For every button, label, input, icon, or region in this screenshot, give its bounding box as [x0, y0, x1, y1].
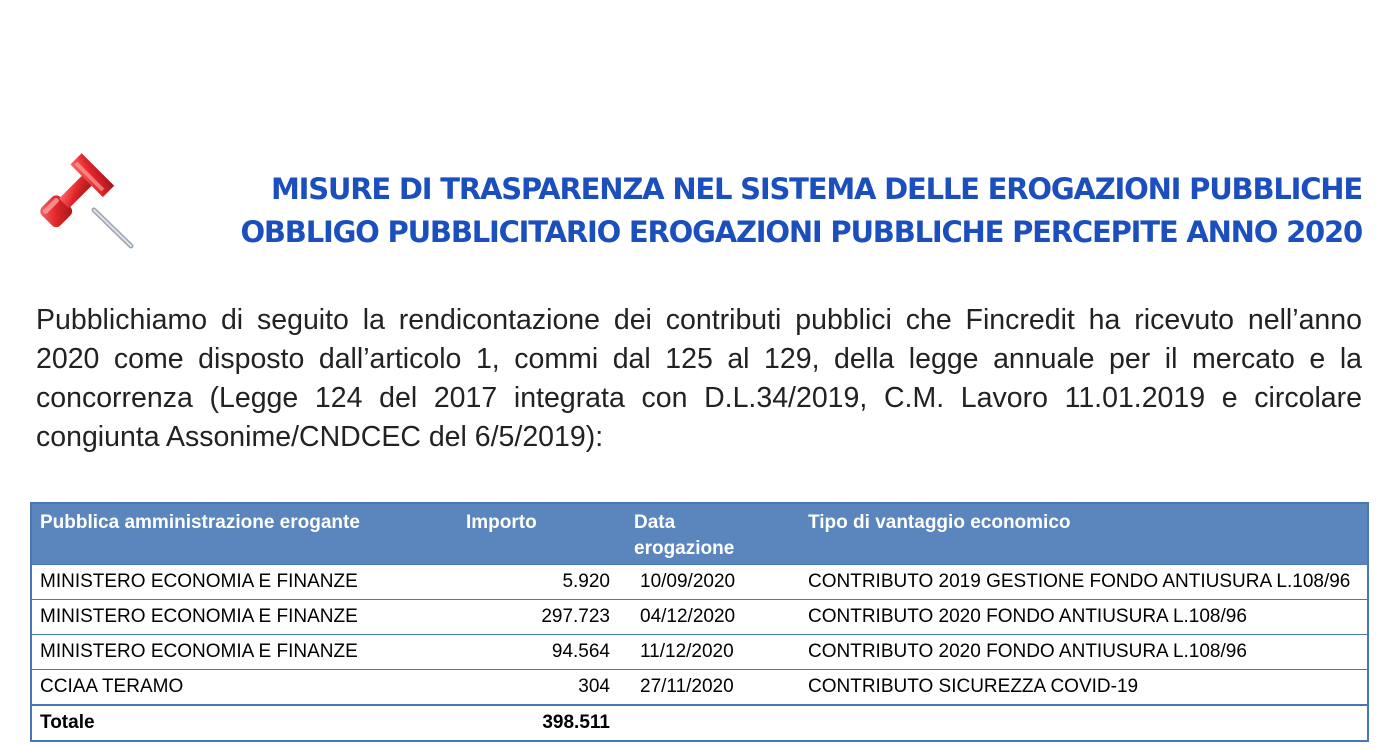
total-empty-tipo: [800, 705, 1368, 741]
total-empty-data: [626, 705, 800, 741]
header-data: [626, 503, 800, 565]
cell-ente: MINISTERO ECONOMIA E FINANZE: [31, 565, 458, 600]
total-row: [31, 705, 1368, 741]
cell-tipo: CONTRIBUTO 2019 GESTIONE FONDO ANTIUSURA L.108/96: [800, 565, 1368, 600]
cell-data: 04/12/2020: [626, 600, 800, 635]
table-row: [31, 670, 1368, 706]
cell-ente: MINISTERO ECONOMIA E FINANZE: [31, 600, 458, 635]
table-row: [31, 565, 1368, 600]
intro-paragraph: Pubblichiamo di seguito la rendicontazione dei contributi pubblici che Fincredit ha ricevuto nell’anno 2020 come disposto dall’articolo 1, commi dal 125 al 129, della legge annuale per il mercato e la concorrenza (Legge 124 del 2017 integrata con D.L.34/2019, C.M. Lavoro 11.01.2019 e circolare congiunta Assonime/CNDCEC del 6/5/2019):: [36, 304, 1362, 453]
header-data-line1: Data: [634, 512, 676, 533]
cell-tipo: CONTRIBUTO 2020 FONDO ANTIUSURA L.108/96: [800, 600, 1368, 635]
cell-importo: 304: [458, 670, 626, 706]
table-header-row: [31, 503, 1368, 565]
cell-ente: CCIAA TERAMO: [31, 670, 458, 706]
pushpin-icon: [14, 128, 144, 258]
grants-table: [30, 502, 1369, 742]
cell-tipo: CONTRIBUTO 2020 FONDO ANTIUSURA L.108/96: [800, 635, 1368, 670]
cell-importo: 94.564: [458, 635, 626, 670]
cell-data: 11/12/2020: [626, 635, 800, 670]
cell-ente: MINISTERO ECONOMIA E FINANZE: [31, 635, 458, 670]
title-line-1: MISURE DI TRASPARENZA NEL SISTEMA DELLE EROGAZIONI PUBBLICHE: [270, 172, 1362, 206]
header-tipo: Tipo di vantaggio economico: [800, 503, 1368, 565]
page-title: [150, 168, 1362, 254]
total-importo: 398.511: [458, 705, 626, 741]
table-row: [31, 635, 1368, 670]
cell-importo: 297.723: [458, 600, 626, 635]
total-label: Totale: [31, 705, 458, 741]
table-row: [31, 600, 1368, 635]
cell-tipo: CONTRIBUTO SICUREZZA COVID-19: [800, 670, 1368, 706]
header-importo: Importo: [458, 503, 626, 565]
cell-data: 10/09/2020: [626, 565, 800, 600]
header-data-line2: erogazione: [634, 538, 735, 559]
cell-importo: 5.920: [458, 565, 626, 600]
header-amministrazione: Pubblica amministrazione erogante: [31, 503, 458, 565]
title-line-2: OBBLIGO PUBBLICITARIO EROGAZIONI PUBBLICHE PERCEPITE ANNO 2020: [240, 215, 1362, 249]
cell-data: 27/11/2020: [626, 670, 800, 706]
